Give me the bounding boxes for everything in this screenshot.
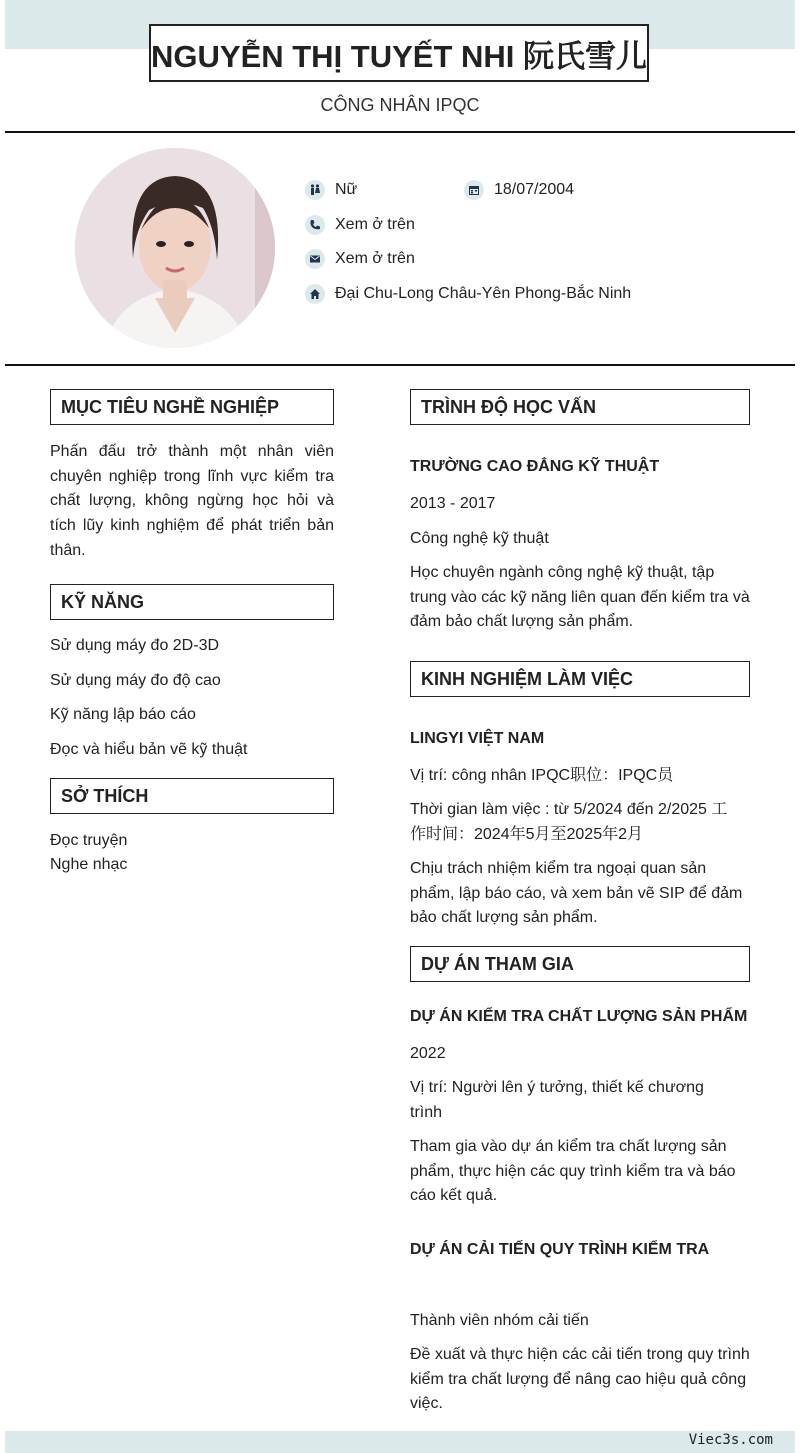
- education-school: TRƯỜNG CAO ĐẲNG KỸ THUẬT: [410, 458, 660, 475]
- project-role: Vị trí: Người lên ý tưởng, thiết kế chương trình: [410, 1079, 704, 1121]
- project-description: Đề xuất và thực hiện các cải tiến trong quy trình kiểm tra chất lượng để nâng cao hiệu quả công việc.: [410, 1346, 750, 1413]
- skills-heading: KỸ NĂNG: [50, 584, 334, 620]
- contact-email: [305, 249, 415, 269]
- home-icon: [305, 284, 325, 304]
- experience-company: LINGYI VIỆT NAM: [410, 730, 545, 747]
- address-value: Đại Chu-Long Châu-Yên Phong-Bắc Ninh: [335, 285, 632, 302]
- hobby-item: Nghe nhạc: [50, 856, 128, 873]
- email-icon: [305, 249, 325, 269]
- objective-heading: MỤC TIÊU NGHỀ NGHIỆP: [50, 389, 334, 425]
- skill-item: Kỹ năng lập báo cáo: [50, 706, 196, 723]
- contact-gender: [305, 180, 357, 200]
- gender-value: Nữ: [335, 181, 358, 198]
- project-title: DỰ ÁN CẢI TIẾN QUY TRÌNH KIỂM TRA: [410, 1241, 710, 1258]
- job-title: CÔNG NHÂN IPQC: [320, 95, 480, 115]
- phone-value[interactable]: Xem ở trên: [335, 216, 415, 233]
- name-box: [149, 24, 649, 82]
- experience-position: Vị trí: công nhân IPQC职位：IPQC员: [410, 767, 674, 784]
- contact-birthday: [464, 180, 574, 200]
- avatar: [75, 148, 275, 348]
- education-years: 2013 - 2017: [410, 495, 496, 512]
- contact-phone: [305, 215, 415, 235]
- gender-icon: [305, 180, 325, 200]
- project-description: Tham gia vào dự án kiểm tra chất lượng sản phẩm, thực hiện các quy trình kiểm tra và báo cáo kết quả.: [410, 1138, 736, 1205]
- project-title: DỰ ÁN KIỂM TRA CHẤT LƯỢNG SẢN PHẨM: [410, 1008, 748, 1025]
- skill-item: Sử dụng máy đo độ cao: [50, 672, 221, 689]
- portrait-photo: [75, 148, 275, 348]
- skill-item: Sử dụng máy đo 2D-3D: [50, 637, 220, 654]
- hobby-item: Đọc truyện: [50, 832, 128, 849]
- project-year: 2022: [410, 1045, 446, 1062]
- skill-item: Đọc và hiểu bản vẽ kỹ thuật: [50, 741, 248, 758]
- hobbies-heading: SỞ THÍCH: [50, 778, 334, 814]
- experience-period: Thời gian làm việc : từ 5/2024 đến 2/2025 工作时间：2024年5月至2025年2月: [410, 801, 728, 843]
- divider-top: [5, 131, 795, 133]
- experience-description: Chịu trách nhiệm kiểm tra ngoại quan sản phẩm, lập báo cáo, và xem bản vẽ SIP để đảm bảo chất lượng sản phẩm.: [410, 860, 743, 927]
- education-heading: TRÌNH ĐỘ HỌC VẤN: [410, 389, 750, 425]
- email-value[interactable]: Xem ở trên: [335, 250, 415, 267]
- experience-heading: KINH NGHIỆM LÀM VIỆC: [410, 661, 750, 697]
- candidate-name: NGUYỄN THỊ TUYẾT NHI 阮氏雪儿: [151, 38, 648, 74]
- phone-icon: [305, 215, 325, 235]
- education-description: Học chuyên ngành công nghệ kỹ thuật, tập trung vào các kỹ năng liên quan đến kiểm tra và đảm bảo chất lượng sản phẩm.: [410, 564, 750, 631]
- divider-middle: [5, 364, 795, 366]
- calendar-icon: [464, 180, 484, 200]
- objective-text: Phấn đấu trở thành một nhân viên chuyên nghiệp trong lĩnh vực kiểm tra chất lượng, không ngừng học hỏi và tích lũy kinh nghiệm để phát triển bản thân.: [50, 443, 334, 559]
- projects-heading: DỰ ÁN THAM GIA: [410, 946, 750, 982]
- footer-band: [5, 1431, 795, 1453]
- footer-brand[interactable]: Viec3s.com: [688, 1432, 773, 1448]
- project-role: Thành viên nhóm cải tiến: [410, 1312, 589, 1329]
- birthday-value: 18/07/2004: [494, 181, 575, 198]
- contact-address: [305, 284, 631, 304]
- education-major: Công nghệ kỹ thuật: [410, 530, 549, 547]
